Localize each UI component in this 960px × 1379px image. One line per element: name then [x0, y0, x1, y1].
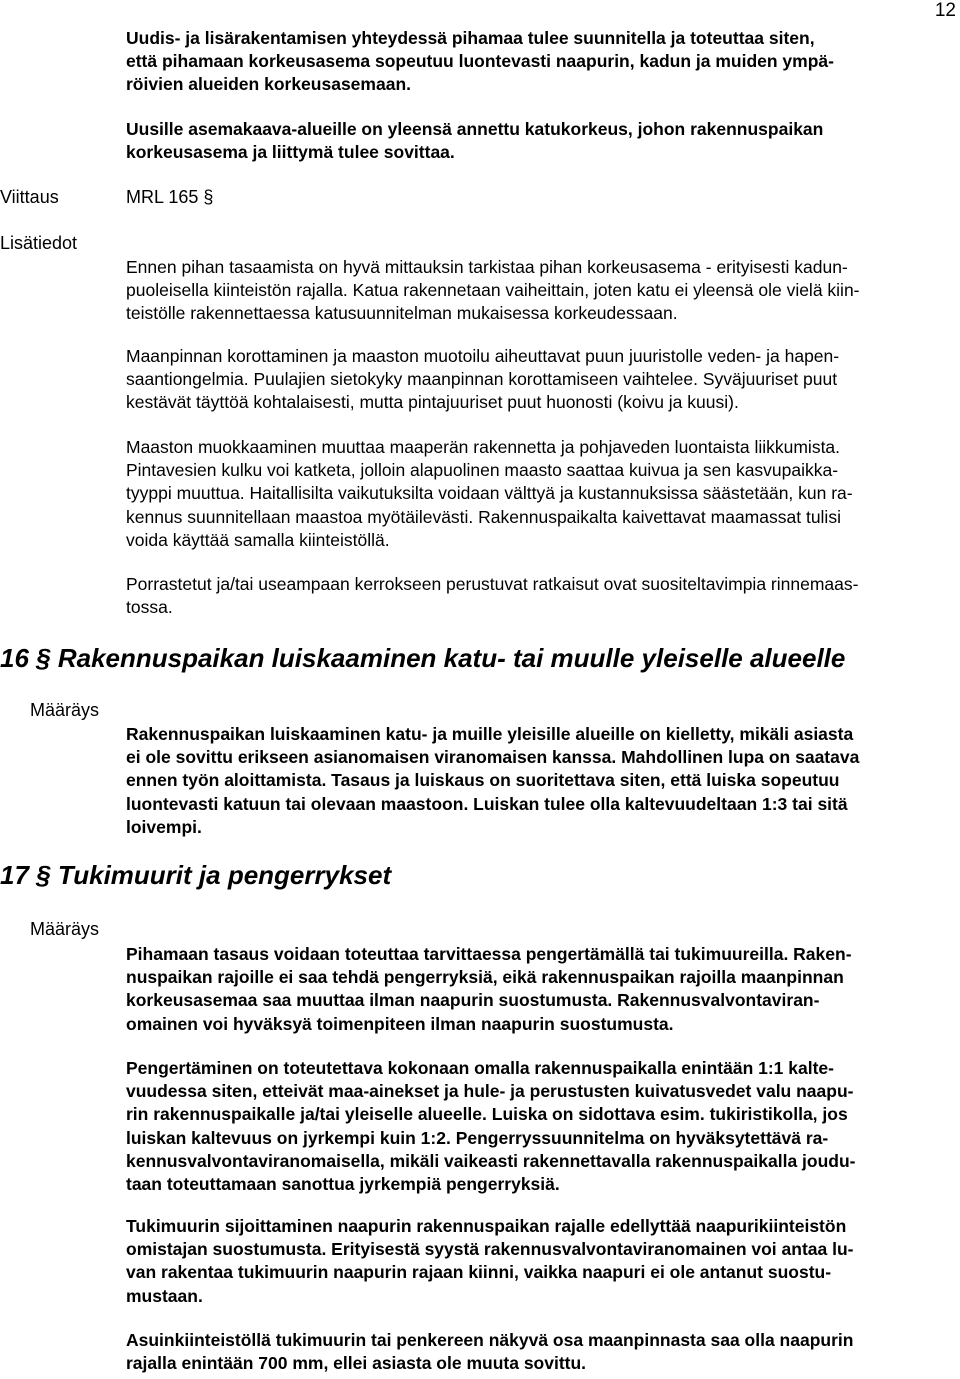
info-paragraph-3	[126, 436, 958, 552]
text-line: luontevasti katuun tai olevaan maastoon. Luiskan tulee olla kaltevuudeltaan 1:3 tai sitä	[126, 793, 848, 814]
text-line: saantiongelmia. Puulajien sietokyky maanpinnan korottamiseen vaihtelee. Syväjuuriset puut	[126, 369, 838, 390]
text-line: Maaston muokkaaminen muuttaa maaperän rakennetta ja pohjaveden luontaista liikkumista.	[126, 437, 841, 457]
section-16-heading: 16 § Rakennuspaikan luiskaaminen katu- tai muulle yleiselle alueelle	[0, 643, 846, 673]
text-line: Porrastetut ja/tai useampaan kerrokseen perustuvat ratkaisut ovat suositeltavimpia rinnemaas-	[126, 574, 859, 594]
text-line: Pihamaan tasaus voidaan toteuttaa tarvittaessa pengertämällä tai tukimuureilla. Raken-	[126, 944, 852, 964]
text-line: Uudis- ja lisärakentamisen yhteydessä pihamaa tulee suunnitella ja toteuttaa siten,	[126, 28, 815, 48]
lisatiedot-label: Lisätiedot	[0, 233, 78, 253]
text-line: Uusille asemakaava-alueille on yleensä annettu katukorkeus, johon rakennuspaikan	[126, 119, 824, 139]
section-17-paragraph-2	[126, 1057, 958, 1196]
text-line: luiskan kaltevuus on jyrkempi kuin 1:2. Pengerryssuunnitelma on hyväksytettävä ra-	[126, 1127, 829, 1148]
viittaus-value: MRL 165 §	[126, 187, 214, 207]
page-number: 12	[934, 0, 956, 21]
text-line: röivien alueiden korkeusasemaan.	[126, 74, 411, 95]
text-line: Tukimuurin sijoittaminen naapurin rakennuspaikan rajalle edellyttää naapurikiinteistön	[126, 1216, 847, 1236]
section-17-label: Määräys	[30, 919, 100, 939]
text-line: tyyppi muuttua. Haitallisilta vaikutuksilta voidaan välttyä ja kustannuksissa säästetään, kun ra-	[126, 483, 853, 504]
section-17-paragraph-4	[126, 1329, 958, 1375]
text-line: ei ole sovittu erikseen asianomaisen viranomaisen kanssa. Mahdollinen lupa on saatava	[126, 747, 860, 768]
section-17-paragraph-3	[126, 1215, 958, 1308]
text-line: taan toteuttamaan sanottua jyrkempiä pengerryksiä.	[126, 1174, 560, 1195]
text-line: rin rakennuspaikalle ja/tai yleiselle alueelle. Luiska on sidottava esim. tukiristikolla, jos	[126, 1104, 848, 1125]
text-line: Asuinkiinteistöllä tukimuurin tai penkereen näkyvä osa maanpinnasta saa olla naapurin	[126, 1330, 854, 1350]
text-line: korkeusasemaa saa muuttaa ilman naapurin suostumusta. Rakennusvalvontaviran-	[126, 990, 820, 1011]
text-line: Rakennuspaikan luiskaaminen katu- ja muille yleisille alueille on kielletty, mikäli asiasta	[126, 724, 854, 744]
text-line: Maanpinnan korottaminen ja maaston muotoilu aiheuttavat puun juuristolle veden- ja hapen-	[126, 346, 840, 366]
text-line: teistölle rakennettaessa katusuunnitelman mukaisessa korkeudessaan.	[126, 303, 678, 324]
text-line: Pengertäminen on toteutettava kokonaan omalla rakennuspaikalla enintään 1:1 kalte-	[126, 1058, 834, 1078]
text-line: tossa.	[126, 597, 173, 618]
text-line: vuudessa siten, etteivät maa-ainekset ja hule- ja perustusten kuivatusvedet valu naapu-	[126, 1081, 854, 1102]
viittaus-label: Viittaus	[0, 187, 59, 207]
text-line: omistajan suostumusta. Erityisestä syystä rakennusvalvontaviranomainen voi antaa lu-	[126, 1239, 854, 1260]
text-line: korkeusasema ja liittymä tulee sovittaa.	[126, 142, 455, 163]
text-line: että pihamaan korkeusasema sopeutuu luontevasti naapurin, kadun ja muiden ympä-	[126, 51, 834, 72]
info-paragraph-4	[126, 573, 958, 619]
text-line: kestävät täyttöä kohtalaisesti, mutta pintajuuriset puut huonosti (koivu ja kuusi).	[126, 392, 739, 413]
info-paragraph-2	[126, 345, 958, 415]
text-line: van rakentaa tukimuurin naapurin rajaan kiinni, vaikka naapuri ei ole antanut suostu-	[126, 1262, 832, 1283]
text-line: nuspaikan rajoille ei saa tehdä pengerryksiä, eikä rakennuspaikan rajoilla maanpinnan	[126, 967, 844, 988]
text-line: mustaan.	[126, 1285, 203, 1306]
text-line: ennen työn aloittamista. Tasaus ja luiskaus on suoritettava siten, että luiska sopeutuu	[126, 770, 840, 791]
section-17-heading: 17 § Tukimuurit ja pengerrykset	[0, 860, 392, 890]
text-line: loivempi.	[126, 816, 202, 837]
text-line: omainen voi hyväksyä toimenpiteen ilman naapurin suostumusta.	[126, 1013, 674, 1034]
section-16-label: Määräys	[30, 700, 100, 720]
text-line: kennusvalvontaviranomaisella, mikäli vaikeasti rakennettavalla rakennuspaikalla joudu-	[126, 1150, 856, 1171]
intro-paragraph-2	[126, 118, 958, 164]
section-16-paragraph	[126, 723, 958, 839]
intro-paragraph-1	[126, 27, 958, 97]
text-line: puoleisella kiinteistön rajalla. Katua rakennetaan vaiheittain, joten katu ei yleensä ole vielä kiin-	[126, 280, 860, 301]
text-line: Ennen pihan tasaamista on hyvä mittauksin tarkistaa pihan korkeusasema - erityisesti kadun-	[126, 257, 848, 277]
section-17-paragraph-1	[126, 943, 958, 1036]
text-line: rajalla enintään 700 mm, ellei asiasta ole muuta sovittu.	[126, 1353, 587, 1374]
text-line: kennus suunnitellaan maastoa myötäilevästi. Rakennuspaikalta kaivettavat maamassat tulisi	[126, 506, 841, 527]
text-line: voida käyttää samalla kiinteistöllä.	[126, 529, 390, 550]
info-paragraph-1	[126, 256, 958, 326]
text-line: Pintavesien kulku voi katketa, jolloin alapuolinen maasto saattaa kuivua ja sen kasvupaikka-	[126, 460, 839, 481]
